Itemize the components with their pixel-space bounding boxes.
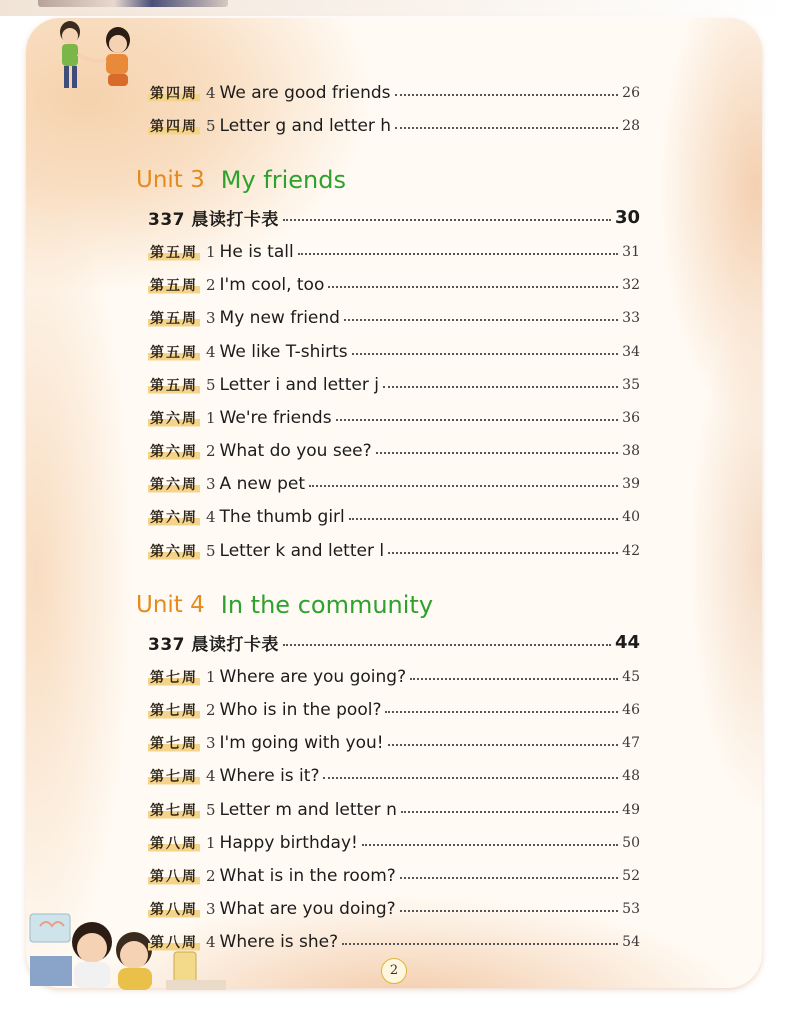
lesson-number: 4 [206, 933, 216, 952]
unit-label: Unit 3 [134, 167, 215, 193]
toc-entry[interactable] [148, 893, 640, 926]
dot-leader [328, 286, 618, 288]
dot-leader [376, 452, 618, 454]
dot-leader [388, 552, 618, 554]
dot-leader [298, 253, 618, 255]
page-ref: 30 [614, 207, 640, 229]
page-ref: 47 [622, 735, 640, 752]
lesson-number: 5 [206, 541, 216, 560]
toc-entry[interactable] [148, 534, 640, 567]
unit-heading [134, 585, 640, 625]
week-label: 第五周 [148, 308, 200, 328]
page-ref: 52 [622, 867, 640, 884]
page-ref: 45 [622, 668, 640, 685]
week-label: 第八周 [148, 833, 200, 853]
lesson-title: My new friend [219, 308, 340, 329]
toc-entry[interactable] [148, 435, 640, 468]
lesson-number: 3 [206, 734, 216, 753]
lesson-title: What are you doing? [219, 899, 396, 920]
dot-leader [342, 943, 618, 945]
page-ref: 31 [622, 243, 640, 260]
lesson-title: We are good friends [219, 82, 391, 103]
dot-leader [323, 777, 618, 779]
page-ref: 50 [622, 834, 640, 851]
lesson-number: 1 [206, 667, 216, 686]
lesson-title: We like T-shirts [219, 341, 348, 362]
lesson-title: What is in the room? [219, 865, 396, 886]
toc-entry[interactable] [148, 368, 640, 401]
toc-entry[interactable] [148, 468, 640, 501]
week-label: 第六周 [148, 507, 200, 527]
toc-entry[interactable] [148, 501, 640, 534]
lesson-number: 4 [206, 342, 216, 361]
page-ref: 32 [622, 277, 640, 294]
page-ref: 35 [622, 376, 640, 393]
lesson-title: We're friends [219, 407, 332, 428]
page-number-badge: 2 [381, 958, 407, 984]
toc-entry[interactable] [148, 76, 640, 109]
page-ref: 40 [622, 509, 640, 526]
week-label: 第七周 [148, 766, 200, 786]
unit-name: My friends [220, 166, 347, 195]
lesson-title: I'm going with you! [219, 733, 384, 754]
top-photo-edge [38, 0, 228, 7]
toc-entry[interactable] [148, 269, 640, 302]
week-label: 第六周 [148, 541, 200, 561]
lesson-title: Happy birthday! [219, 832, 358, 853]
lesson-title: Letter g and letter h [219, 115, 392, 136]
dot-leader [388, 744, 618, 746]
lesson-title: The thumb girl [219, 507, 345, 528]
dot-leader [395, 94, 619, 96]
lesson-number: 2 [206, 276, 216, 295]
page-ref: 49 [622, 801, 640, 818]
toc-entry[interactable] [148, 235, 640, 268]
page-ref: 36 [622, 409, 640, 426]
dot-leader [344, 319, 618, 321]
lesson-title: Who is in the pool? [219, 700, 382, 721]
week-label: 第五周 [148, 342, 200, 362]
page-ref: 26 [622, 84, 640, 101]
lesson-title: Where is it? [219, 766, 320, 787]
toc-entry[interactable] [148, 760, 640, 793]
dot-leader [283, 644, 611, 646]
dot-leader [395, 127, 618, 129]
week-label: 第五周 [148, 375, 200, 395]
toc-entry[interactable] [148, 109, 640, 142]
lesson-title: Letter m and letter n [219, 799, 397, 820]
lesson-number: 4 [206, 508, 216, 527]
lesson-number: 4 [206, 767, 216, 786]
toc-entry[interactable] [148, 401, 640, 434]
week-label: 第八周 [148, 932, 200, 952]
dot-leader [385, 711, 618, 713]
lesson-title: Letter i and letter j [219, 374, 379, 395]
dot-leader [336, 419, 618, 421]
lesson-title: I'm cool, too [219, 275, 325, 296]
week-label: 第五周 [148, 242, 200, 262]
week-label: 第五周 [148, 275, 200, 295]
page-ref: 54 [622, 934, 640, 951]
week-label: 第八周 [148, 899, 200, 919]
page-ref: 38 [622, 443, 640, 460]
unit-name: In the community [220, 591, 434, 620]
week-label: 第四周 [148, 116, 200, 136]
lesson-title: Where is she? [219, 932, 339, 953]
children-illustration-top [48, 14, 148, 104]
toc-entry[interactable] [148, 693, 640, 726]
page-ref: 46 [622, 702, 640, 719]
toc-entry[interactable] [148, 793, 640, 826]
lesson-number: 3 [206, 309, 216, 328]
lesson-title: He is tall [219, 241, 294, 262]
week-label: 第七周 [148, 700, 200, 720]
page-ref: 53 [622, 901, 640, 918]
week-label: 第六周 [148, 441, 200, 461]
week-label: 第六周 [148, 474, 200, 494]
page-ref: 44 [614, 632, 640, 654]
dot-leader [352, 353, 618, 355]
toc-entry[interactable] [148, 926, 640, 959]
lesson-title: What do you see? [219, 441, 372, 462]
lesson-number: 5 [206, 375, 216, 394]
week-label: 第七周 [148, 733, 200, 753]
dot-leader [383, 386, 618, 388]
toc-entry[interactable] [148, 826, 640, 859]
dot-leader [309, 485, 618, 487]
table-of-contents [136, 76, 640, 959]
lesson-number: 4 [206, 83, 216, 102]
lesson-number: 1 [206, 242, 216, 261]
lesson-title: Where are you going? [219, 666, 407, 687]
lesson-number: 2 [206, 442, 216, 461]
lesson-number: 1 [206, 408, 216, 427]
toc-entry[interactable] [148, 859, 640, 892]
checkin-label: 337 晨读打卡表 [148, 210, 279, 231]
toc-entry[interactable] [148, 727, 640, 760]
page-ref: 28 [622, 117, 640, 134]
checkin-label: 337 晨读打卡表 [148, 635, 279, 656]
week-label: 第七周 [148, 667, 200, 687]
dot-leader [362, 844, 618, 846]
checkin-entry[interactable] [148, 200, 640, 235]
lesson-number: 2 [206, 866, 216, 885]
lesson-title: Letter k and letter l [219, 540, 385, 561]
page-ref: 34 [622, 343, 640, 360]
page-ref: 33 [622, 310, 640, 327]
toc-entry[interactable] [148, 302, 640, 335]
dot-leader [400, 877, 618, 879]
lesson-number: 5 [206, 800, 216, 819]
dot-leader [349, 518, 618, 520]
unit-heading [134, 160, 640, 200]
dot-leader [283, 219, 611, 221]
page-ref: 39 [622, 476, 640, 493]
toc-entry[interactable] [148, 660, 640, 693]
toc-entry[interactable] [148, 335, 640, 368]
lesson-number: 1 [206, 833, 216, 852]
lesson-title: A new pet [219, 474, 306, 495]
unit-label: Unit 4 [134, 592, 215, 618]
lesson-number: 3 [206, 900, 216, 919]
week-label: 第六周 [148, 408, 200, 428]
page-ref: 48 [622, 768, 640, 785]
checkin-entry[interactable] [148, 625, 640, 660]
week-label: 第四周 [148, 83, 200, 103]
dot-leader [410, 678, 618, 680]
lesson-number: 2 [206, 701, 216, 720]
lesson-number: 3 [206, 475, 216, 494]
lesson-number: 5 [206, 116, 216, 135]
page-ref: 42 [622, 542, 640, 559]
dot-leader [400, 910, 618, 912]
dot-leader [401, 811, 618, 813]
week-label: 第八周 [148, 866, 200, 886]
week-label: 第七周 [148, 800, 200, 820]
